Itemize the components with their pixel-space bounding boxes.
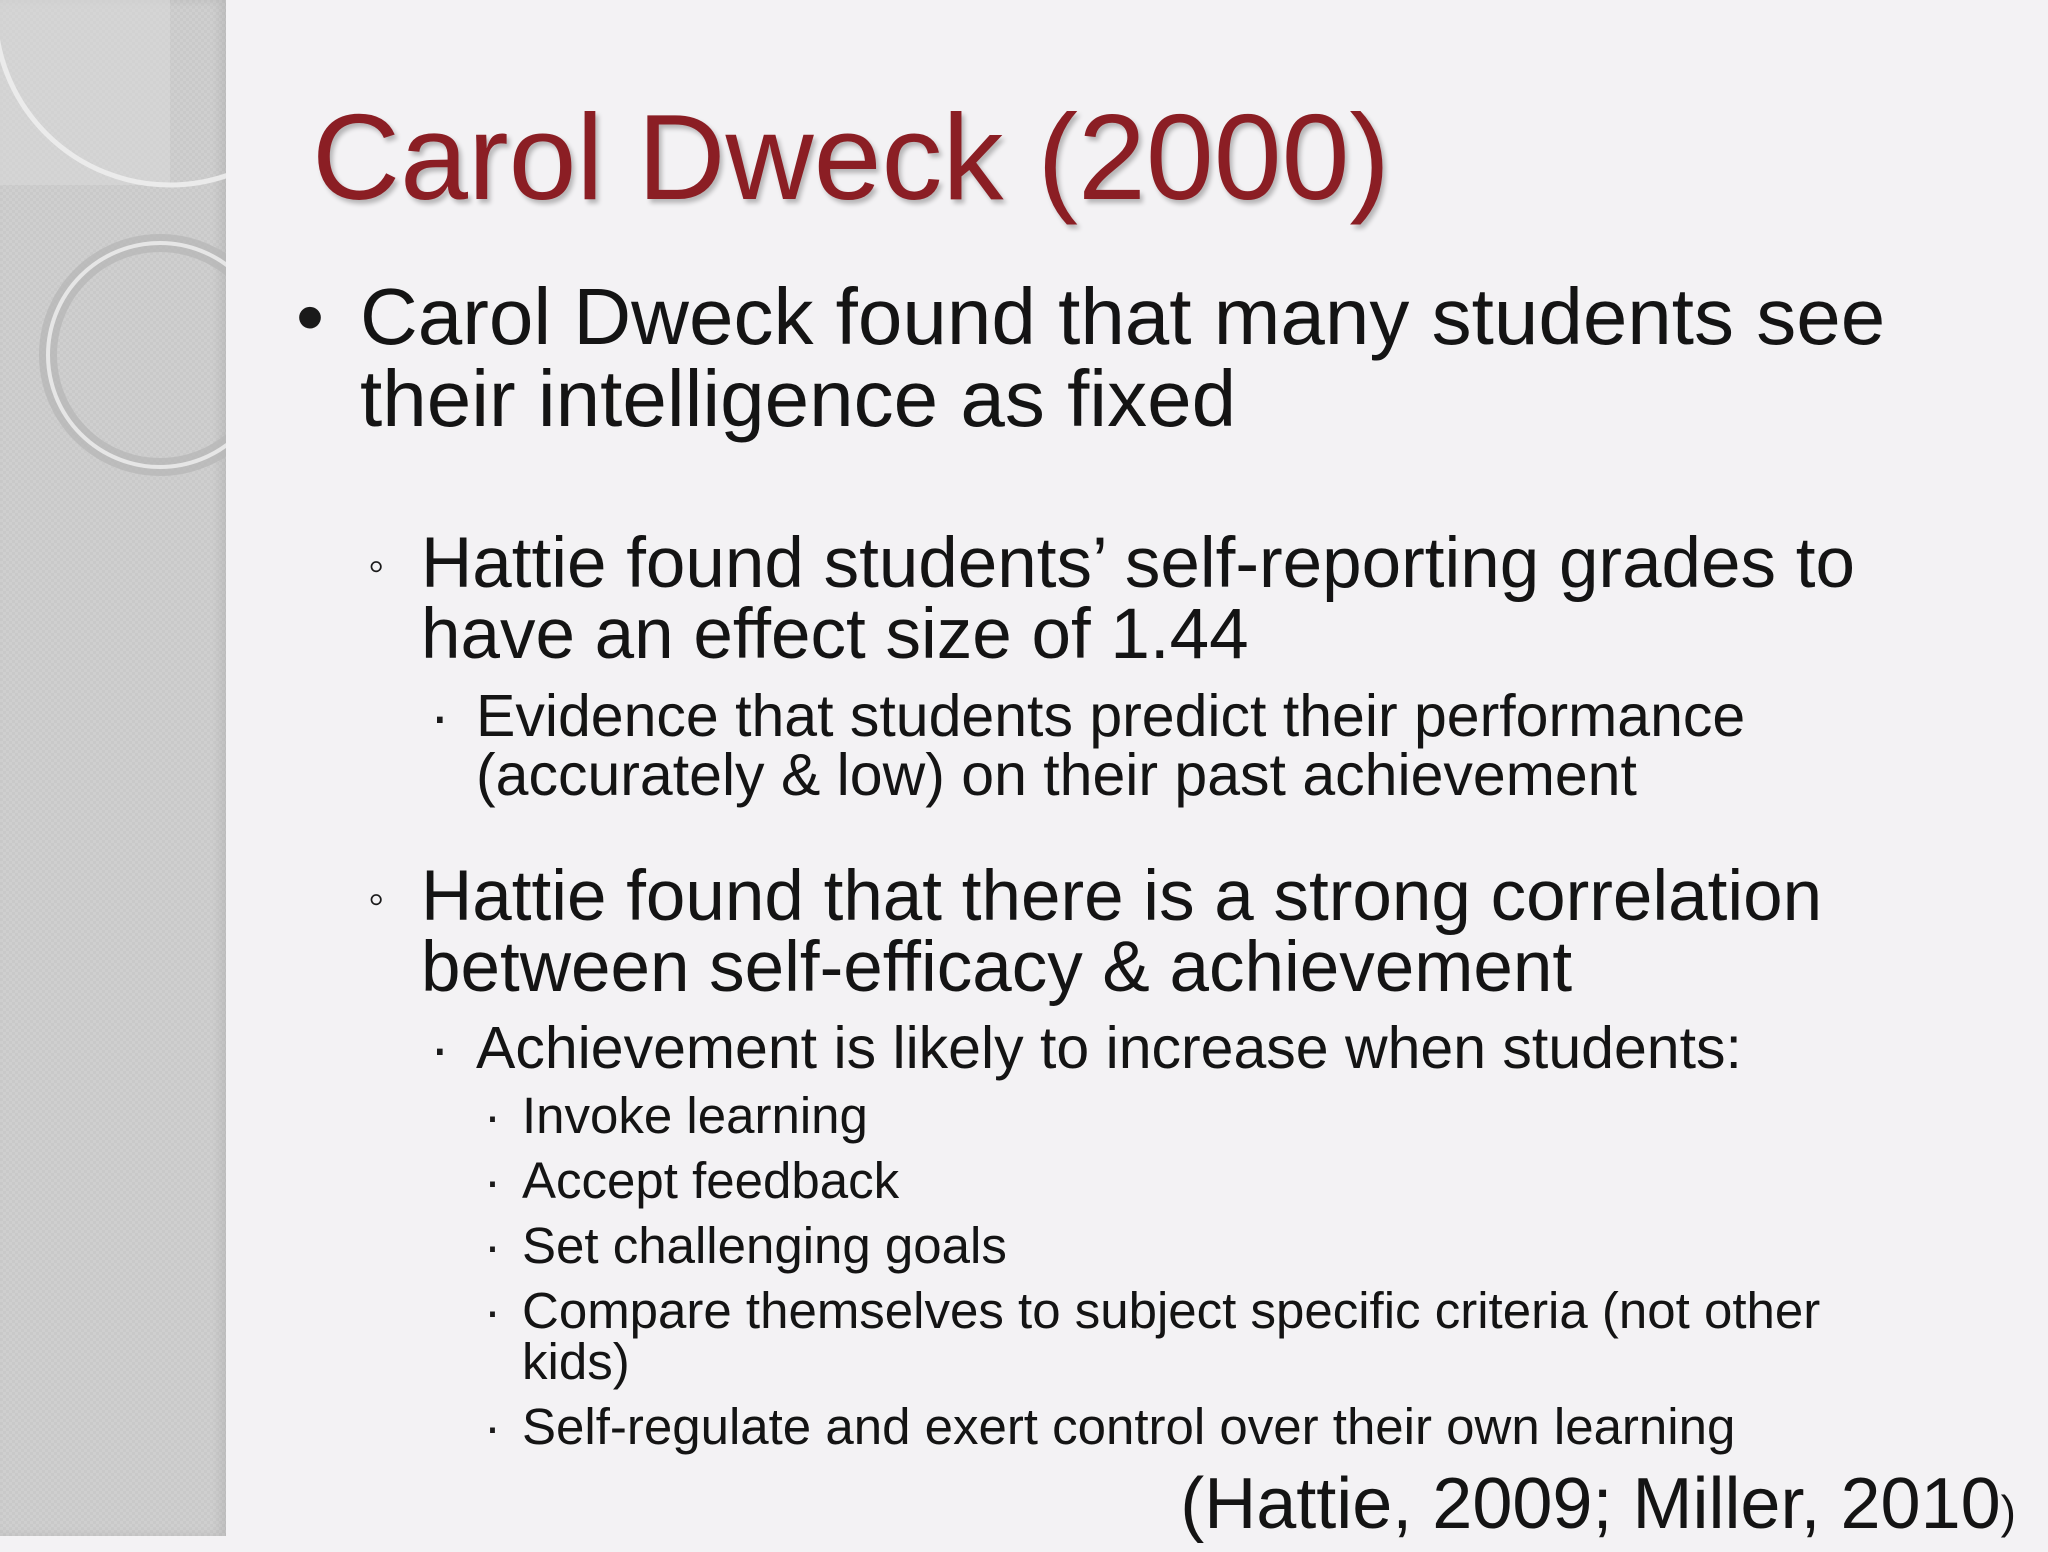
hollow-bullet: ◦: [368, 539, 385, 591]
slide-title: Carol Dweck (2000): [312, 89, 1391, 225]
citation-text: (Hattie, 2009; Miller, 2010: [1180, 1464, 2001, 1544]
list-item: Set challenging goals: [522, 1217, 1007, 1274]
bullet-dot: •: [296, 272, 325, 361]
list-item: Accept feedback: [522, 1152, 900, 1209]
list-item: Invoke learning: [522, 1087, 868, 1144]
main-bullet-line2: their intelligence as fixed: [360, 354, 1237, 443]
sub-bullet-2-line1: Hattie found that there is a strong correlation: [421, 857, 1823, 936]
list-item: Compare themselves to subject specific criteria (not other: [522, 1282, 1821, 1339]
citation-close-paren: ): [2000, 1486, 2016, 1538]
detail-2-line1: Achievement is likely to increase when students:: [476, 1015, 1742, 1081]
small-bullet: ·: [484, 1087, 501, 1144]
main-bullet-line1: Carol Dweck found that many students see: [360, 272, 1886, 361]
citation: [1180, 1464, 2016, 1552]
small-bullet: ·: [430, 1015, 450, 1081]
detail-1-line1: Evidence that students predict their performance: [476, 683, 1746, 749]
decorative-sidebar: [0, 0, 226, 1536]
sub-bullet-2-line2: between self-efficacy & achievement: [421, 928, 1573, 1007]
small-bullet: ·: [484, 1152, 501, 1209]
small-bullet: ·: [430, 683, 450, 749]
list-item: Self-regulate and exert control over their own learning: [522, 1398, 1736, 1455]
small-bullet: ·: [484, 1217, 501, 1274]
small-bullet: ·: [484, 1282, 501, 1339]
sub-bullet-1-line2: have an effect size of 1.44: [421, 595, 1249, 674]
detail-1-line2: (accurately & low) on their past achievement: [476, 742, 1637, 808]
list-item-continuation: kids): [522, 1333, 630, 1390]
small-bullet: ·: [484, 1398, 501, 1455]
hollow-bullet: ◦: [368, 872, 385, 924]
sub-bullet-1-line1: Hattie found students’ self-reporting grades to: [421, 524, 1855, 603]
decorative-rings-graphic: [0, 0, 226, 1536]
